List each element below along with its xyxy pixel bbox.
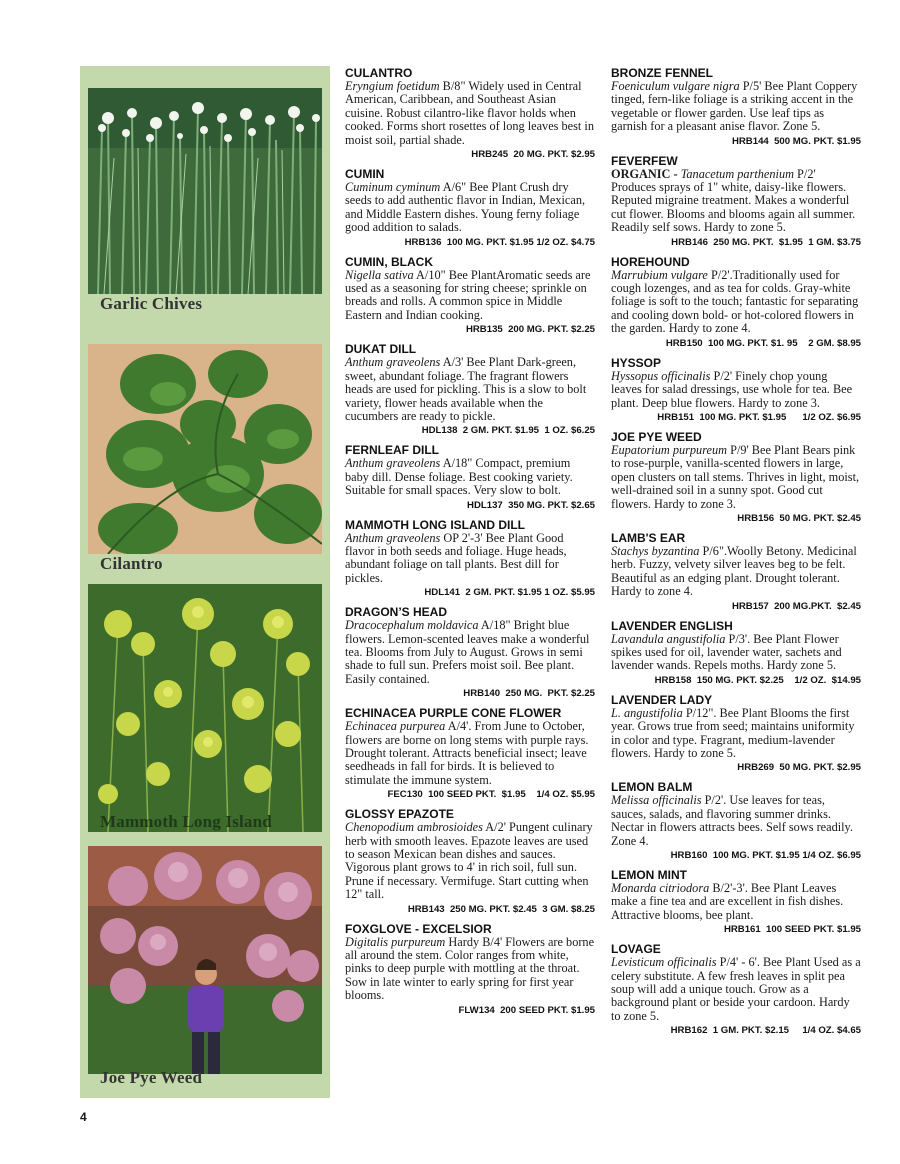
entry-description (611, 707, 861, 761)
entry-text: A/2' Pungent culinary herb with smooth leaves. Epazote leaves are used to season Mexican bean dishes and sauces. Vigorous plant grows to 4' in rich soil, full sun. Prune if necessary. Vermifuge. Start cutting when 12" tall. (345, 820, 593, 902)
catalog-entry-foxglove-excelsior (345, 922, 595, 1017)
entry-text: A/6" Bee Plant Crush dry seeds to add authentic flavor in Indian, Mexican, and Middle Eastern dishes. Young ferny foliage good addition to salads. (345, 180, 586, 235)
entry-description (345, 936, 595, 1003)
entry-text: OP 2'-3' Bee Plant Good flavor in both seeds and foliage. Huge heads, abundant foliage on tall plants. Best dill for pickles. (345, 530, 567, 585)
entry-text: P/12". Bee Plant Blooms the first year. Grows true from seed; maintains uniformity in color and type. Fragrant, medium-lavender flowers. Hardy to zone 5. (611, 705, 855, 760)
entry-title: DRAGON’S HEAD (345, 605, 448, 620)
photo-label-cilantro: Cilantro (100, 554, 163, 573)
entry-text: A/4'. From June to October, flowers are borne on long stems with purple rays. Drought tolerant. Attracts beneficial insect; leave seedheads in fall for birds. It is believed to stimulate the immune system. (345, 719, 589, 787)
entry-text: P/3'. Bee Plant Flower spikes used for oil, lavender water, sachets and lavender wands. Repels moths. Hardy zone 5. (611, 631, 842, 673)
entry-latin-name: L. angustifolia (611, 705, 683, 720)
left-column (345, 64, 595, 1023)
entry-order-info: HDL138 2 GM. PKT. $1.95 1 OZ. $6.25 (421, 425, 595, 437)
entry-text: A/3' Bee Plant Dark-green, sweet, abundant foliage. The fragrant flowers heads are used for pickling. This is a slow to bolt variety, flower heads available when the cucumbers are ready to pickle. (345, 355, 587, 423)
entry-title: BRONZE FENNEL (611, 66, 713, 80)
entry-latin-name: Echinacea purpurea (345, 719, 446, 734)
entry-text: A/18" Compact, premium baby dill. Dense foliage. Best cooking variety. Suitable for small spaces. Very slow to bolt. (345, 456, 573, 498)
entry-title: LOVAGE (611, 942, 661, 957)
entry-description (345, 821, 595, 901)
entry-title: ECHINACEA PURPLE CONE FLOWER (345, 706, 562, 721)
entry-latin-name: Cuminum cyminum (345, 180, 441, 195)
entry-latin-name: Digitalis purpureum (345, 934, 446, 949)
entry-description (611, 444, 861, 511)
entry-title: LAMB'S EAR (611, 530, 686, 545)
entry-order-info: HRB143 250 MG. PKT. $2.45 3 GM. $8.25 (407, 903, 595, 915)
entry-latin-name: Anthum graveolens (345, 530, 441, 545)
entry-latin-name: Eryngium foetidum (345, 79, 440, 93)
entry-text: B/2'-3'. Bee Plant Leaves make a fine tea and are excellent in fish dishes. Attractive blooms, bee plant. (611, 881, 844, 922)
entry-latin-name: Stachys byzantina (611, 543, 700, 558)
catalog-entry-lavender-english (611, 619, 861, 687)
catalog-entry-feverfew (611, 154, 861, 249)
entry-order-info: HDL137 350 MG. PKT. $2.65 (467, 499, 595, 511)
entry-order-info: HRB269 50 MG. PKT. $2.95 (737, 762, 861, 774)
entry-description (611, 80, 861, 134)
entry-text: P/2' Produces sprays of 1" white, daisy-like flowers. Reputed migraine treatment. Makes a wonderful cut flower. Blooms and blooms again all summer. Readily self sows. Hardy to zone 5. (611, 166, 856, 235)
entry-title: LAVENDER LADY (611, 692, 713, 707)
catalog-entry-echinacea-purple-cone-flower (345, 706, 595, 801)
catalog-entry-lemon-balm (611, 780, 861, 862)
entry-order-info: HRB156 50 MG. PKT. $2.45 (737, 512, 861, 524)
entry-description (611, 794, 861, 848)
entry-title: HYSSOP (611, 355, 662, 370)
entry-description (611, 956, 861, 1023)
entry-text: P/5' Bee Plant Coppery tinged, fern-like foliage is a striking accent in the vegetable or flower garden. Use leaf tips as garnish for a pleasant anise flavor. Zone 5. (611, 79, 858, 134)
photo-label-joe-pye-weed: Joe Pye Weed (100, 1068, 203, 1087)
entry-description (611, 370, 861, 410)
entry-title: HOREHOUND (611, 254, 690, 269)
entry-latin-name: Chenopodium ambrosioides (345, 820, 483, 835)
joe-pye-weed-photo (88, 846, 322, 1074)
entry-text: P/2'.Traditionally used for cough lozenges, and as tea for colds. Gray-white foliage is soft to the touch; fantastic for separating and cooling down bold- or hot-colored flowers in the garden. Hardy to zone 4. (611, 267, 859, 336)
page-number: 4 (80, 1110, 87, 1124)
entry-order-info: HRB136 100 MG. PKT. $1.95 1/2 OZ. $4.75 (404, 236, 595, 248)
entry-latin-name: Anthum graveolens (345, 456, 441, 471)
entry-order-info: HRB158 150 MG. PKT. $2.25 1/2 OZ. $14.95 (654, 674, 861, 686)
right-column (611, 64, 861, 1043)
entry-title: JOE PYE WEED (611, 429, 702, 444)
entry-order-info: HRB135 200 MG. PKT. $2.25 (465, 324, 595, 336)
catalog-entry-culantro (345, 66, 595, 161)
entry-order-info: HRB160 100 MG. PKT. $1.95 1/4 OZ. $6.95 (670, 850, 861, 862)
entry-order-info: HRB146 250 MG. PKT. $1.95 1 GM. $3.75 (671, 236, 861, 248)
catalog-entry-lovage (611, 942, 861, 1037)
entry-description (611, 269, 861, 336)
entry-description (345, 80, 595, 147)
garlic-chives-photo (88, 88, 322, 294)
entry-latin-name: Anthum graveolens (345, 355, 441, 370)
entry-title: FOXGLOVE - EXCELSIOR (345, 921, 492, 936)
entry-latin-name: Foeniculum vulgare nigra (611, 79, 740, 93)
entry-title: DUKAT DILL (345, 342, 417, 357)
entry-text: P/9' Bee Plant Bears pink to rose-purple, vanilla-scented flowers in large, open clusters on tall stems. Thrives in light, moist, well-drained soil in a sunny spot. Good cut flowers. Hardy to zone 3. (611, 442, 860, 511)
entry-latin-name: Dracocephalum moldavica (345, 618, 479, 633)
entry-order-info: HRB151 100 MG. PKT. $1.95 1/2 OZ. $6.95 (657, 411, 861, 423)
entry-description (345, 457, 595, 497)
entry-title: LAVENDER ENGLISH (611, 618, 733, 633)
entry-text: A/18" Bright blue flowers. Lemon-scented leaves make a wonderful tea. Blooms from July to August. Grows in semi shade to full sun. Prefers moist soil. Bee plant. Easily contained. (345, 618, 590, 686)
catalog-entry-lemon-mint (611, 868, 861, 936)
dill-photo (88, 584, 322, 832)
entry-latin-name: Hyssopus officinalis (611, 368, 711, 383)
entry-description (345, 619, 595, 686)
entry-description (345, 720, 595, 787)
entry-order-info: HRB245 20 MG. PKT. $2.95 (471, 149, 595, 161)
entry-title: CULANTRO (345, 66, 413, 80)
entry-description (611, 882, 861, 922)
entry-text: P/6".Woolly Betony. Medicinal herb. Fuzzy, velvety silver leaves beg to be felt. Beautiful as an edging plant. Drought tolerant. Hardy to zone 4. (611, 543, 857, 599)
entry-order-info: HDL141 2 GM. PKT. $1.95 1 OZ. $5.95 (424, 587, 595, 599)
catalog-entry-bronze-fennel (611, 66, 861, 148)
entry-title: CUMIN (345, 167, 385, 182)
entry-order-info: HRB162 1 GM. PKT. $2.15 1/4 OZ. $4.65 (670, 1025, 861, 1037)
entry-title: LEMON BALM (611, 780, 693, 795)
entry-latin-name: Monarda citriodora (611, 881, 710, 896)
entry-text: Hardy B/4' Flowers are borne all around the stem. Color ranges from white, pinks to deep purple with mottling at the throat. Sow in late winter to early spring for first year blooms. (345, 934, 595, 1003)
catalog-entry-dragon-s-head (345, 605, 595, 700)
catalog-entry-dukat-dill (345, 342, 595, 437)
photo-label-garlic-chives: Garlic Chives (100, 294, 203, 313)
entry-description (611, 545, 861, 599)
catalog-entry-horehound (611, 255, 861, 350)
entry-text: P/2' Finely chop young leaves for salad dressings, use whole for tea. Bee plant. Deep blue flowers. Hardy to zone 3. (611, 368, 853, 410)
entry-title: FERNLEAF DILL (345, 443, 439, 458)
entry-latin-name: Tanacetum parthenium (680, 166, 794, 181)
entry-title: FEVERFEW (611, 153, 678, 168)
catalog-entry-lamb-s-ear (611, 531, 861, 613)
catalog-entry-cumin (345, 167, 595, 249)
catalog-entry-lavender-lady (611, 693, 861, 775)
catalog-entry-fernleaf-dill (345, 443, 595, 511)
entry-description (345, 532, 595, 586)
entry-text: A/10" Bee PlantAromatic seeds are used as a seasoning for string cheese; sprinkle on breads and rolls. A common spice in Middle Eastern and Indian cooking. (345, 267, 591, 322)
entry-title: GLOSSY EPAZOTE (345, 807, 454, 822)
entry-description (345, 181, 595, 235)
entry-description (345, 269, 595, 323)
entry-text: P/4' - 6'. Bee Plant Used as a celery substitute. A few fresh leaves in split pea soup will add a unique touch. Grow as a background plant or beside your cardoon. Hardy to zone 5. (611, 955, 861, 1023)
entry-order-info: HRB161 100 SEED PKT. $1.95 (723, 924, 861, 936)
entry-prefix: ORGANIC - (611, 166, 681, 181)
entry-order-info: HRB140 250 MG. PKT. $2.25 (463, 688, 595, 700)
catalog-entry-glossy-epazote (345, 807, 595, 915)
entry-order-info: FLW134 200 SEED PKT. $1.95 (458, 1004, 595, 1016)
entry-order-info: HRB150 100 MG. PKT. $1. 95 2 GM. $8.95 (665, 337, 861, 349)
catalog-entry-joe-pye-weed (611, 430, 861, 525)
entry-title: LEMON MINT (611, 868, 687, 883)
catalog-entry-mammoth-long-island-dill (345, 518, 595, 600)
cilantro-photo (88, 344, 322, 554)
entry-latin-name: Melissa officinalis (611, 793, 702, 808)
entry-latin-name: Eupatorium purpureum (611, 442, 728, 457)
entry-description (611, 633, 861, 673)
entry-description (345, 356, 595, 423)
catalog-entry-cumin-black (345, 255, 595, 337)
photo-strip (80, 66, 330, 1098)
entry-latin-name: Levisticum officinalis (611, 955, 717, 970)
entry-title: CUMIN, BLACK (345, 254, 433, 269)
entry-text: B/8" Widely used in Central American, Caribbean, and Southeast Asian cuisine. Robust cilantro-like flavor holds when cooked. Forms short rosettes of long leaves best in moist soil, partial shade. (345, 79, 594, 147)
entry-order-info: HRB157 200 MG.PKT. $2.45 (731, 600, 861, 612)
entry-text: P/2'. Use leaves for teas, sauces, salads, and flavoring summer drinks. Nectar in flowers attracts bees. Self sows readily. Zone 4. (611, 793, 853, 848)
entry-latin-name: Lavandula angustifolia (611, 631, 726, 646)
entry-latin-name: Nigella sativa (345, 267, 414, 282)
entry-latin-name: Marrubium vulgare (611, 267, 708, 282)
catalog-entry-hyssop (611, 356, 861, 424)
photo-label-mammoth-long-island: Mammoth Long Island (100, 812, 272, 831)
entry-order-info: FEC130 100 SEED PKT. $1.95 1/4 OZ. $5.95 (387, 789, 595, 801)
entry-description (611, 168, 861, 235)
entry-order-info: HRB144 500 MG. PKT. $1.95 (731, 135, 861, 147)
entry-title: MAMMOTH LONG ISLAND DILL (345, 517, 525, 532)
